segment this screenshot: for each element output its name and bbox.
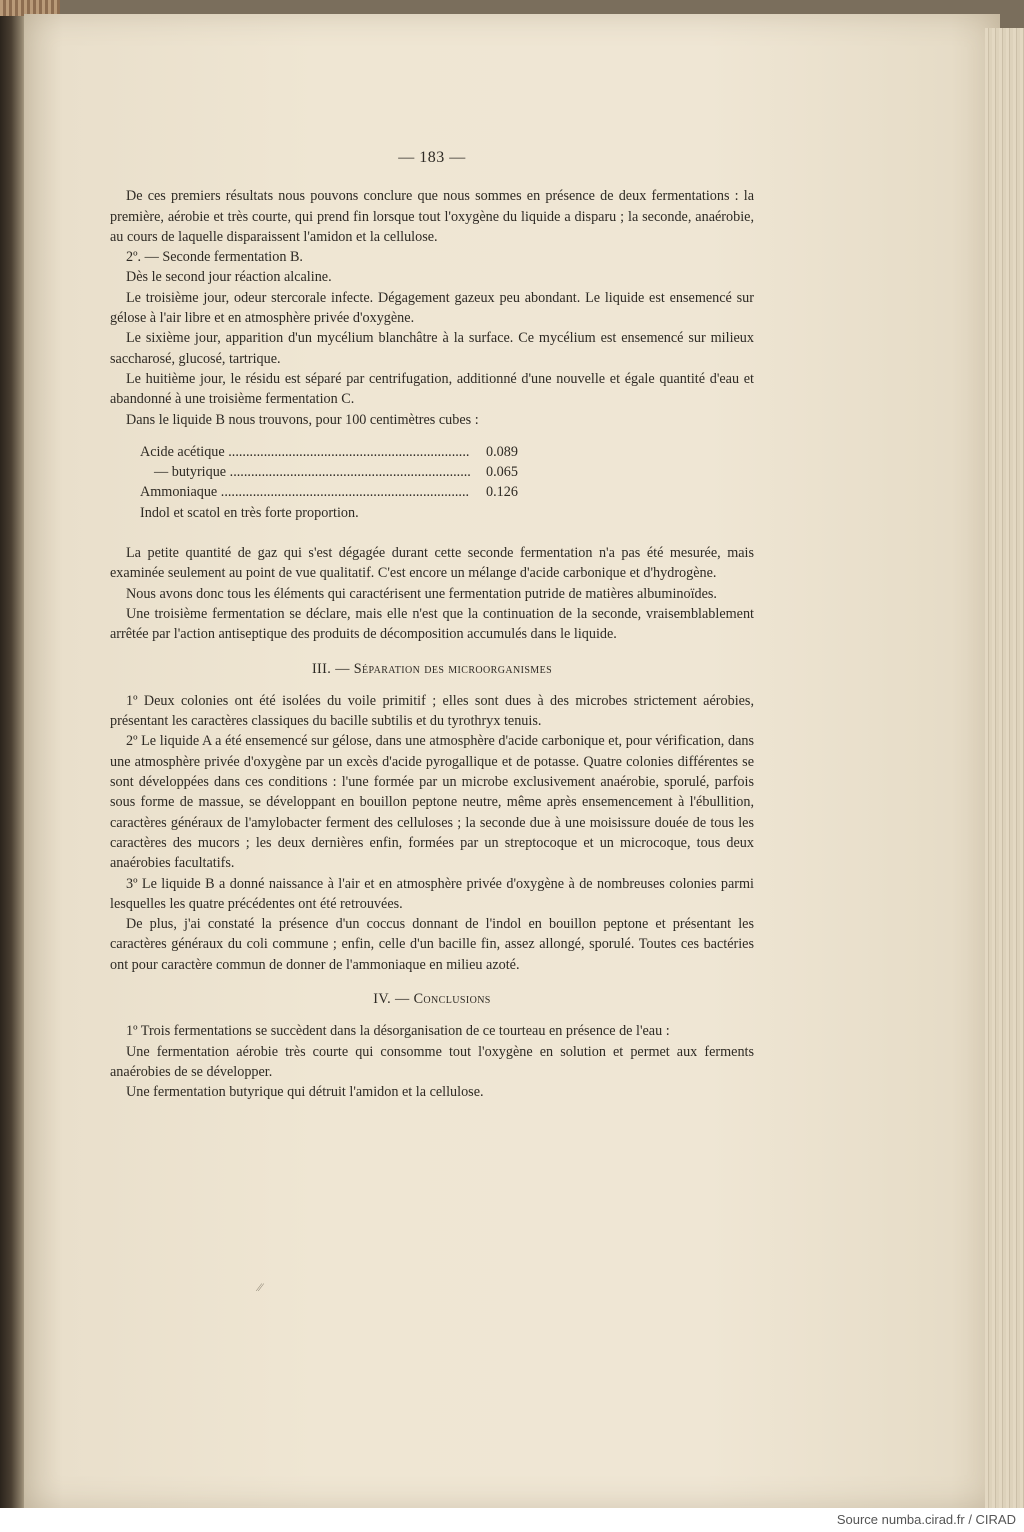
paragraph: 2º. — Seconde fermentation B. — [126, 249, 303, 266]
page-edges — [985, 28, 1024, 1508]
paragraph: Nous avons donc tous les éléments qui caractérisent une fermentation putride de matières albuminoïdes. — [126, 585, 717, 602]
paragraph: De plus, j'ai constaté la présence d'un coccus donnant de l'indol en bouillon peptone et présentant les caractères généraux du coli commune ; enfin, celle d'un bacille fin, assez allongé, sporulé. Toutes ces bactéries ont pour caractère commun de donner de l'ammoniaque en milieu azoté. — [110, 916, 754, 973]
row-label: Acide acétique ..... — [140, 442, 470, 462]
paragraph: Le huitième jour, le résidu est séparé par centrifugation, additionné d'une nouvelle et égale quantité d'eau et abandonné à une troisième fermentation C. — [110, 370, 754, 408]
page-number: — 183 — — [398, 149, 466, 166]
paragraph: 2º Le liquide A a été ensemencé sur gélose, dans une atmosphère d'acide carbonique et, pour vérification, dans une atmosphère privée d'oxygène par un excès d'acide pyrogallique et de potasse. Quatre colonies différentes se sont développées dans ces conditions : l'une formée par un microbe exclusivement anaérobie, sporulé, parfois sous forme de massue, se développant en bouillon peptone neutre, même après ensemencement à l'ébullition, caractères généraux de l'amylobacter ferment des celluloses ; la seconde due à une moisissure douée de tous les caractères des mucors ; les deux dernières enfin, formées par un streptocoque et un microcoque, tous deux anaérobies facultatifs. — [110, 733, 754, 872]
paragraph: Dans le liquide B nous trouvons, pour 100 centimètres cubes : — [126, 411, 479, 428]
paragraph: Dès le second jour réaction alcaline. — [126, 269, 332, 286]
analysis-table — [140, 442, 754, 503]
paragraph: 1º Deux colonies ont été isolées du voile primitif ; elles sont dues à des microbes strictement aérobies, présentant les caractères classiques du bacille subtilis et du tyrothryx tenuis. — [110, 692, 754, 730]
paragraph: La petite quantité de gaz qui s'est dégagée durant cette seconde fermentation n'a pas été mesurée, mais examinée seulement au point de vue qualitatif. C'est encore un mélange d'acide carbonique et d'hydrogène. — [110, 545, 754, 582]
paragraph: 1º Trois fermentations se succèdent dans la désorganisation de ce tourteau en présence de l'eau : — [126, 1023, 670, 1040]
source-footer — [0, 1508, 1024, 1532]
row-value: 0.126 — [486, 484, 518, 501]
section-heading: IV. — Conclusions — [373, 990, 491, 1007]
table-row — [140, 442, 754, 462]
pencil-mark: ⁄⁄ — [258, 1280, 263, 1294]
table-row — [140, 462, 754, 482]
page-text — [110, 148, 754, 1102]
row-value: 0.065 — [486, 464, 518, 481]
paragraph: Une fermentation aérobie très courte qui consomme tout l'oxygène en solution et permet aux ferments anaérobies de se développer. — [110, 1043, 754, 1080]
row-label: — butyrique ..... — [140, 462, 470, 482]
source-credit: Source numba.cirad.fr / CIRAD — [836, 1512, 1016, 1527]
paragraph: Le troisième jour, odeur stercorale infecte. Dégagement gazeux peu abondant. Le liquide est ensemencé sur gélose à l'air libre et en atmosphère privée d'oxygène. — [110, 289, 754, 327]
paragraph: Le sixième jour, apparition d'un mycélium blanchâtre à la surface. Ce mycélium est ensemencé sur milieux saccharosé, glucosé, tartrique. — [110, 330, 754, 367]
section-heading: III. — Séparation des microorganismes — [311, 660, 553, 677]
table-row — [140, 482, 754, 502]
paragraph: 3º Le liquide B a donné naissance à l'air et en atmosphère privée d'oxygène à de nombreuses colonies parmi lesquelles les quatre précédentes ont été retrouvées. — [110, 875, 754, 912]
paragraph: Une fermentation butyrique qui détruit l'amidon et la cellulose. — [126, 1084, 484, 1101]
paragraph: De ces premiers résultats nous pouvons conclure que nous sommes en présence de deux fermentations : la première, aérobie et très courte, qui prend fin lorsque tout l'oxygène du liquide a disparu ; la seconde, anaérobie, au cours de laquelle disparaissent l'amidon et la cellulose. — [110, 188, 754, 245]
paragraph: Une troisième fermentation se déclare, mais elle n'est que la continuation de la seconde, vraisemblablement arrêtée par l'action antiseptique des produits de décomposition accumulés dans le liquide. — [110, 605, 754, 643]
indol-line: Indol et scatol en très forte proportion. — [140, 504, 359, 521]
row-value: 0.089 — [486, 443, 518, 460]
row-label: Ammoniaque ..... — [140, 482, 470, 502]
